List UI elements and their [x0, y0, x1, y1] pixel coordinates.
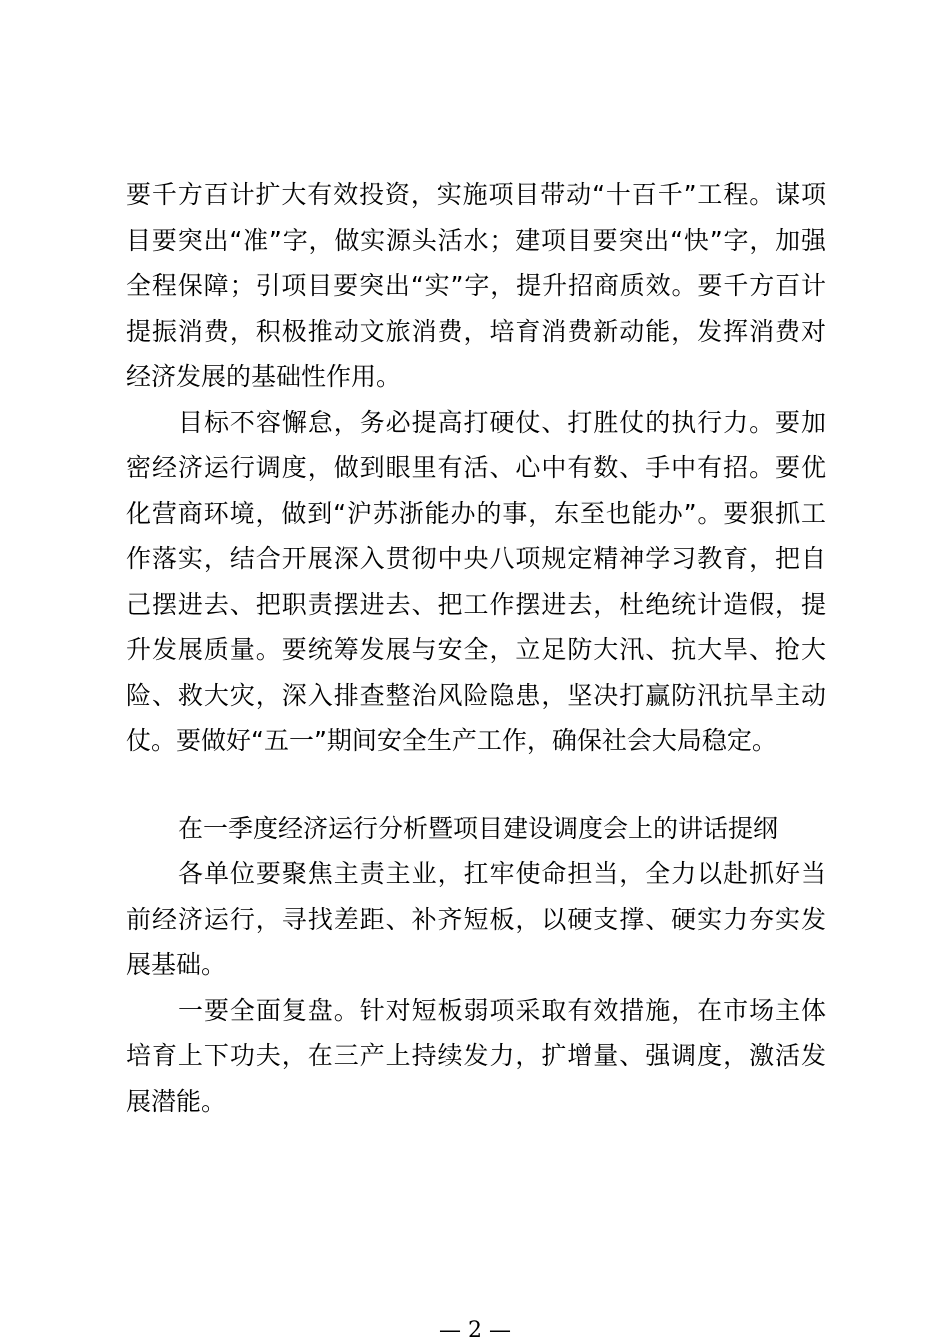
paragraph-investment: [126, 172, 826, 400]
paragraph-goals: [126, 400, 826, 764]
text-line: 作落实，结合开展深入贯彻中央八项规定精神学习教育，把自: [126, 544, 826, 573]
text-line: 险、救大灾，深入排查整治风险隐患，坚决打赢防汛抗旱主动: [126, 680, 826, 710]
section-title: [126, 806, 826, 852]
paragraph-review: [126, 988, 826, 1125]
text-line: 目要突出“准”字，做实源头活水；建项目要突出“快”字，加强: [126, 225, 826, 255]
text-line: 展潜能。: [126, 1086, 227, 1116]
text-line: 密经济运行调度，做到眼里有活、心中有数、手中有招。要优: [126, 453, 826, 482]
paragraph-gap: [126, 764, 826, 806]
text-line: 前经济运行，寻找差距、补齐短板，以硬支撑、硬实力夯实发: [126, 904, 826, 934]
text-line: 己摆进去、把职责摆进去、把工作摆进去，杜绝统计造假，提: [126, 589, 826, 619]
text-line: 化营商环境，做到“沪苏浙能办的事，东至也能办”。要狠抓工: [126, 498, 826, 528]
text-line: 一要全面复盘。针对短板弱项采取有效措施，在市场主体: [178, 995, 826, 1025]
document-body: [126, 172, 826, 1124]
text-line: 要千方百计扩大有效投资，实施项目带动“十百千”工程。谋项: [126, 180, 826, 209]
text-line: 升发展质量。要统筹发展与安全，立足防大汛、抗大旱、抢大: [126, 635, 826, 664]
section-title-text: 在一季度经济运行分析暨项目建设调度会上的讲话提纲: [178, 813, 779, 843]
text-line: 全程保障；引项目要突出“实”字，提升招商质效。要千方百计: [126, 271, 826, 300]
text-line: 各单位要聚焦主责主业，扛牢使命担当，全力以赴抓好当: [178, 859, 826, 888]
text-line: 经济发展的基础性作用。: [126, 362, 402, 391]
paragraph-units: [126, 851, 826, 988]
text-line: 仗。要做好“五一”期间安全生产工作，确保社会大局稳定。: [126, 726, 777, 755]
text-line: 培育上下功夫，在三产上持续发力，扩增量、强调度，激活发: [126, 1041, 826, 1070]
text-line: 目标不容懈怠，务必提高打硬仗、打胜仗的执行力。要加: [178, 407, 826, 437]
text-line: 提振消费，积极推动文旅消费，培育消费新动能，发挥消费对: [126, 316, 826, 346]
page-number: — 2 —: [439, 1318, 511, 1343]
text-line: 展基础。: [126, 950, 227, 979]
